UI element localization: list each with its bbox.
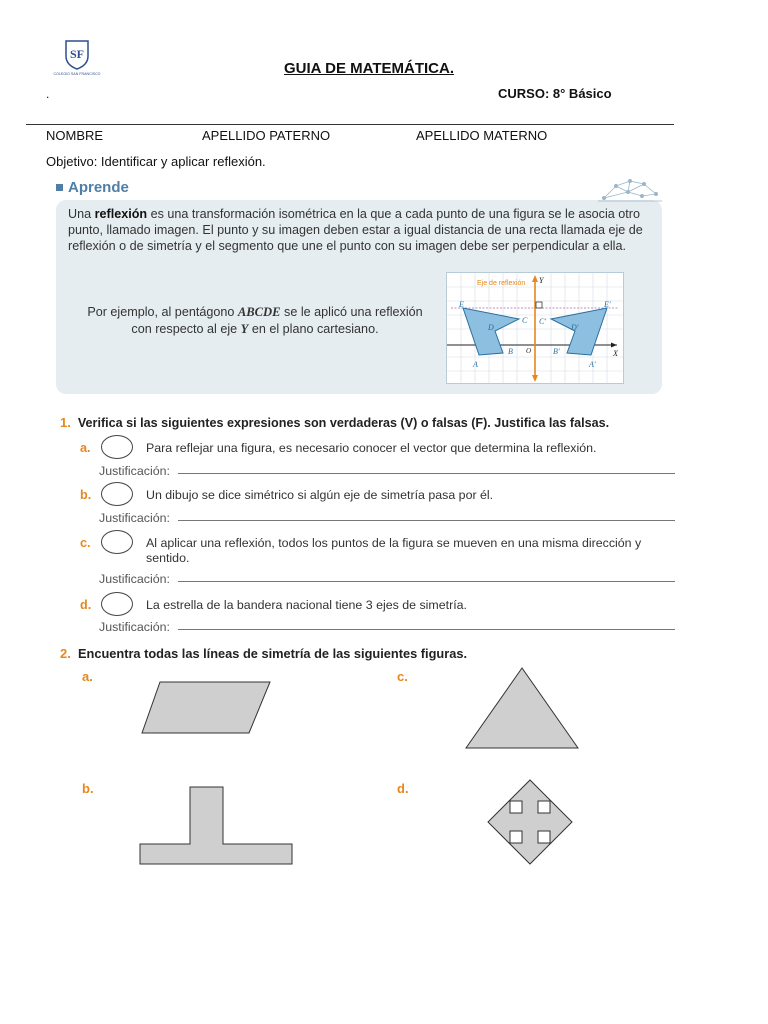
y-axis-arrow-up-icon	[532, 275, 538, 282]
ejemplo-polygon: ABCDE	[237, 305, 281, 319]
def-rest: es una transformación isométrica en la que a cada punto de una figura se le asocia otro punto, llamado imagen. El punto y su imagen deben estar a igual distancia de una recta llamada eje de reflexión o de simetría y el segmento que une el punto con su imagen debe ser perpendicular a ella.	[68, 207, 643, 254]
ejemplo-text	[82, 304, 428, 338]
justification-label-a: Justificación:	[99, 464, 170, 478]
axis-label: Eje de reflexión	[477, 280, 526, 287]
reflection-graph	[446, 272, 624, 384]
point-b: B	[508, 347, 513, 356]
y-label: Y	[539, 276, 544, 285]
justification-line-d[interactable]	[178, 629, 675, 630]
answer-circle-d[interactable]	[101, 592, 133, 616]
point-a-prime: A'	[589, 360, 596, 369]
nombre-label: NOMBRE	[46, 128, 104, 143]
item-b-letter: b.	[80, 488, 92, 502]
answer-circle-c[interactable]	[101, 530, 133, 554]
answer-circle-a[interactable]	[101, 435, 133, 459]
point-c: C	[522, 316, 528, 325]
question-1-number: 1.	[60, 415, 71, 430]
reflexion-definition	[68, 206, 654, 255]
question-1-text: Verifica si las siguientes expresiones son verdaderas (V) o falsas (F). Justifica las falsas.	[77, 416, 610, 430]
question-2-heading	[60, 646, 467, 661]
origin-label: O	[526, 347, 532, 355]
t-shape-figure	[140, 787, 292, 864]
point-c-prime: C'	[539, 317, 547, 326]
question-2-number: 2.	[60, 646, 71, 661]
square-bullet-icon	[56, 184, 63, 191]
ejemplo-part-b: se le aplicó una reflexión con respecto al eje	[131, 305, 423, 336]
aprende-title-text: Aprende	[68, 179, 129, 196]
logo-lettering: SF	[69, 47, 85, 61]
def-term: reflexión	[94, 207, 148, 221]
objetivo-text: Objetivo: Identificar y aplicar reflexión.	[46, 154, 266, 169]
figure-d-letter: d.	[397, 781, 409, 796]
logo-caption: COLEGIO SAN FRANCISCO	[53, 72, 101, 76]
apellido-paterno-label: APELLIDO PATERNO	[202, 128, 331, 143]
header-dot: .	[46, 87, 50, 101]
point-e: E	[459, 300, 464, 309]
name-line	[26, 124, 674, 125]
point-a: A	[473, 360, 478, 369]
justification-label-d: Justificación:	[99, 620, 170, 634]
aprende-heading	[56, 179, 129, 196]
figure-a-letter: a.	[82, 669, 93, 684]
triangle-figure	[466, 668, 578, 748]
item-c-letter: c.	[80, 536, 91, 550]
item-d-text: La estrella de la bandera nacional tiene 3 ejes de simetría.	[146, 598, 467, 612]
ejemplo-part-c: en el plano cartesiano.	[248, 322, 379, 336]
point-d: D	[488, 323, 494, 332]
four-arrow-figure	[488, 780, 572, 864]
justification-label-b: Justificación:	[99, 511, 170, 525]
point-b-prime: B'	[553, 347, 560, 356]
question-1-heading	[60, 415, 609, 430]
justification-label-c: Justificación:	[99, 572, 170, 586]
apellido-materno-label: APELLIDO MATERNO	[416, 128, 548, 143]
item-d-letter: d.	[80, 598, 92, 612]
justification-line-c[interactable]	[178, 581, 675, 582]
x-label: X	[613, 349, 618, 358]
curso-label: CURSO: 8° Básico	[498, 86, 612, 101]
parallelogram-figure	[142, 682, 270, 733]
item-a-letter: a.	[80, 441, 91, 455]
justification-line-b[interactable]	[178, 520, 675, 521]
item-a-text: Para reflejar una figura, es necesario conocer el vector que determina la reflexión.	[146, 441, 597, 455]
x-axis-arrow-icon	[611, 343, 617, 348]
right-angle-mark	[536, 302, 542, 308]
network-decoration-icon	[598, 176, 662, 202]
ejemplo-part-a: Por ejemplo, al pentágono	[87, 305, 238, 319]
justification-line-a[interactable]	[178, 473, 675, 474]
ejemplo-axis: Y	[240, 322, 249, 336]
item-c-text: Al aplicar una reflexión, todos los puntos de la figura se mueven en una misma dirección y sentido.	[146, 536, 642, 565]
question-2-text: Encuentra todas las líneas de simetría de las siguientes figuras.	[77, 646, 467, 661]
page-title: GUIA DE MATEMÁTICA.	[284, 60, 454, 77]
point-d-prime: D'	[571, 323, 579, 332]
answer-circle-b[interactable]	[101, 482, 133, 506]
figure-b-letter: b.	[82, 781, 94, 796]
y-axis-arrow-down-icon	[532, 375, 538, 382]
figure-c-letter: c.	[397, 669, 408, 684]
item-b-text: Un dibujo se dice simétrico si algún eje de simetría pasa por él.	[146, 488, 494, 502]
def-prefix: Una	[68, 207, 95, 221]
point-e-prime: E'	[604, 300, 611, 309]
